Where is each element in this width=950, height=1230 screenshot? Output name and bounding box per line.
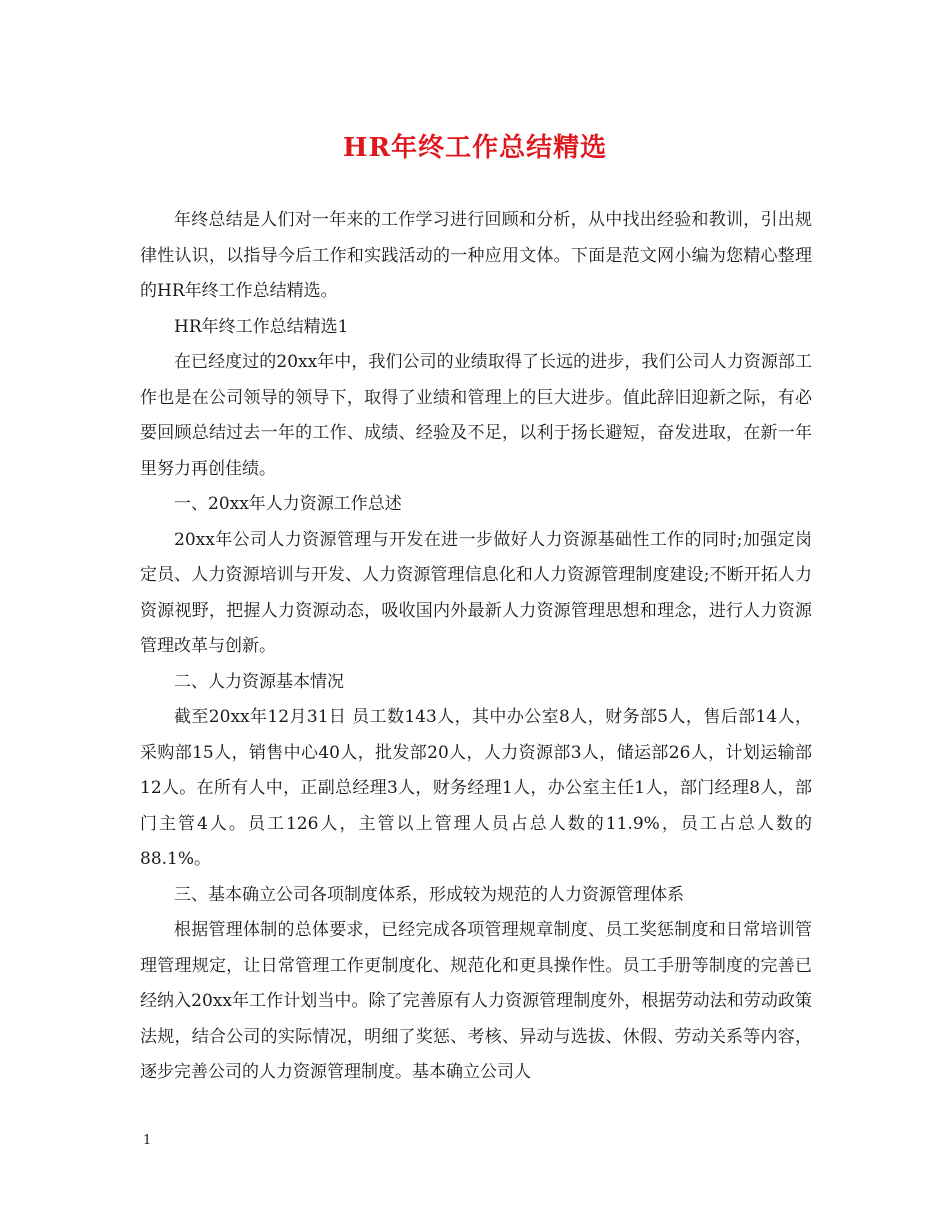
document-title: HR年终工作总结精选 bbox=[342, 133, 608, 163]
section-heading: HR年终工作总结精选1 bbox=[174, 316, 349, 337]
body-paragraph: 20xx年公司人力资源管理与开发在进一步做好人力资源基础性工作的同时;加强定岗定员、人力资源培训与开发、人力资源管理信息化和人力资源管理制度建设;不断开拓人力资源视野，把握人力资源动态，吸收国内外最新人力资源管理思想和理念，进行人力资源管理改革与创新。 bbox=[140, 529, 812, 656]
section-heading: 一、20xx年人力资源工作总述 bbox=[174, 494, 402, 514]
section-heading: 二、人力资源基本情况 bbox=[174, 671, 344, 692]
body-paragraph: 在已经度过的20xx年中，我们公司的业绩取得了长远的进步，我们公司人力资源部工作也是在公司领导的领导下，取得了业绩和管理上的巨大进步。值此辞旧迎新之际，有必要回顾总结过去一年的工作、成绩、经验及不足，以利于扬长避短，奋发进取，在新一年里努力再创佳绩。 bbox=[140, 352, 812, 479]
section-heading: 三、基本确立公司各项制度体系，形成较为规范的人力资源管理体系 bbox=[174, 884, 684, 905]
intro-paragraph: 年终总结是人们对一年来的工作学习进行回顾和分析，从中找出经验和教训，引出规律性认识，以指导今后工作和实践活动的一种应用文体。下面是范文网小编为您精心整理的HR年终工作总结精选。 bbox=[140, 210, 812, 301]
body-paragraph: 根据管理体制的总体要求，已经完成各项管理规章制度、员工奖惩制度和日常培训管理管理规定，让日常管理工作更制度化、规范化和更具操作性。员工手册等制度的完善已经纳入20xx年工作计划当中。除了完善原有人力资源管理制度外，根据劳动法和劳动政策法规，结合公司的实际情况，明细了奖惩、考核、异动与选拔、休假、劳动关系等内容，逐步完善公司的人力资源管理制度。基本确立公司人 bbox=[140, 920, 812, 1082]
body-paragraph: 截至20xx年12月31日 员工数143人，其中办公室8人，财务部5人，售后部14人，采购部15人，销售中心40人，批发部20人，人力资源部3人，储运部26人，计划运输部12人。在所有人中，正副总经理3人，财务经理1人，办公室主任1人，部门经理8人，部门主管4人。员工126人，主管以上管理人员占总人数的11.9%，员工占总人数的88.1%。 bbox=[140, 707, 812, 869]
document-body bbox=[140, 203, 812, 1091]
page-number: 1 bbox=[143, 1133, 152, 1148]
